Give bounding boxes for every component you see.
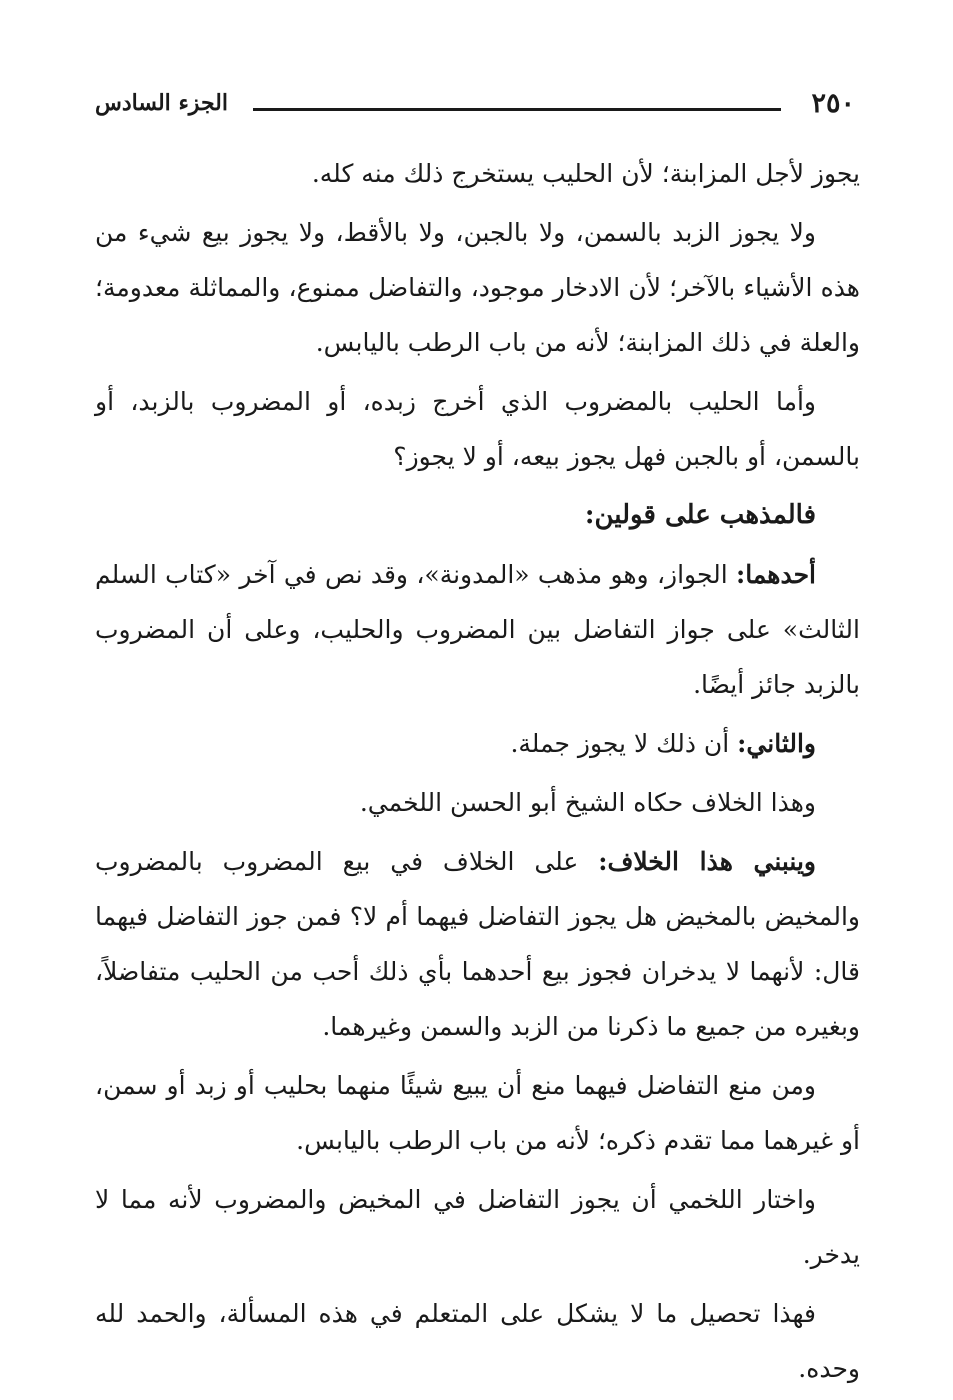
header-rule	[253, 108, 781, 111]
paragraph: وهذا الخلاف حكاه الشيخ أبو الحسن اللخمي.	[359, 788, 816, 817]
running-title: الجزء السادس	[95, 90, 228, 116]
paragraph: يجوز لأجل المزابنة؛ لأن الحليب يستخرج ذلك منه كله.	[311, 159, 860, 188]
page-number: ٢٥٠	[811, 88, 855, 119]
derivation-paragraph	[95, 834, 860, 1054]
opinion-lead: والثاني:	[737, 729, 816, 758]
paragraph: واختار اللخمي أن يجوز التفاضل في المخيض والمضروب لأنه مما لا يدخر.	[95, 1185, 860, 1269]
body-text	[95, 146, 860, 1400]
derivation-text: على الخلاف في بيع المضروب بالمضروب والمخيض بالمخيض هل يجوز التفاضل فيهما أم لا؟ فمن جوز التفاضل فيهما قال: لأنهما لا يدخران فجوز بيع أحدهما بأي ذلك أحب من الحليب متفاضلاً، وبغيره من جميع ما ذكرنا من الزبد والسمن وغيرهما.	[95, 847, 860, 1041]
page-header	[95, 88, 855, 128]
paragraph: ولا يجوز الزبد بالسمن، ولا بالجبن، ولا بالأقط، ولا يجوز بيع شيء من هذه الأشياء بالآخر؛ لأن الادخار موجود، والتفاضل ممنوع، والمماثلة معدومة؛ والعلة في ذلك المزابنة؛ لأنه من باب الرطب باليابس.	[95, 218, 860, 357]
opinion-text: أن ذلك لا يجوز جملة.	[510, 729, 738, 758]
opinion-first	[95, 547, 860, 712]
paragraph: فهذا تحصيل ما لا يشكل على المتعلم في هذه المسألة، والحمد لله وحده.	[95, 1299, 860, 1383]
paragraph: وأما الحليب بالمضروب الذي أخرج زبده، أو المضروب بالزبد، أو بالسمن، أو بالجبن فهل يجوز بيعه، أو لا يجوز؟	[95, 387, 860, 471]
paragraph: ومن منع التفاضل فيهما منع أن يبيع شيئًا منهما بحليب أو زبد أو سمن، أو غيرهما مما تقدم ذكره؛ لأنه من باب الرطب باليابس.	[95, 1071, 860, 1155]
opinion-lead: أحدهما:	[735, 560, 816, 589]
derivation-lead: وينبني هذا الخلاف:	[598, 847, 817, 876]
opinion-second	[95, 716, 860, 771]
opinion-text: الجواز، وهو مذهب «المدونة»، وقد نص في آخر «كتاب السلم الثالث» على جواز التفاضل بين المضروب والحليب، وعلى أن المضروب بالزبد جائز أيضًا.	[95, 560, 860, 699]
section-heading: فالمذهب على قولين:	[584, 500, 816, 530]
